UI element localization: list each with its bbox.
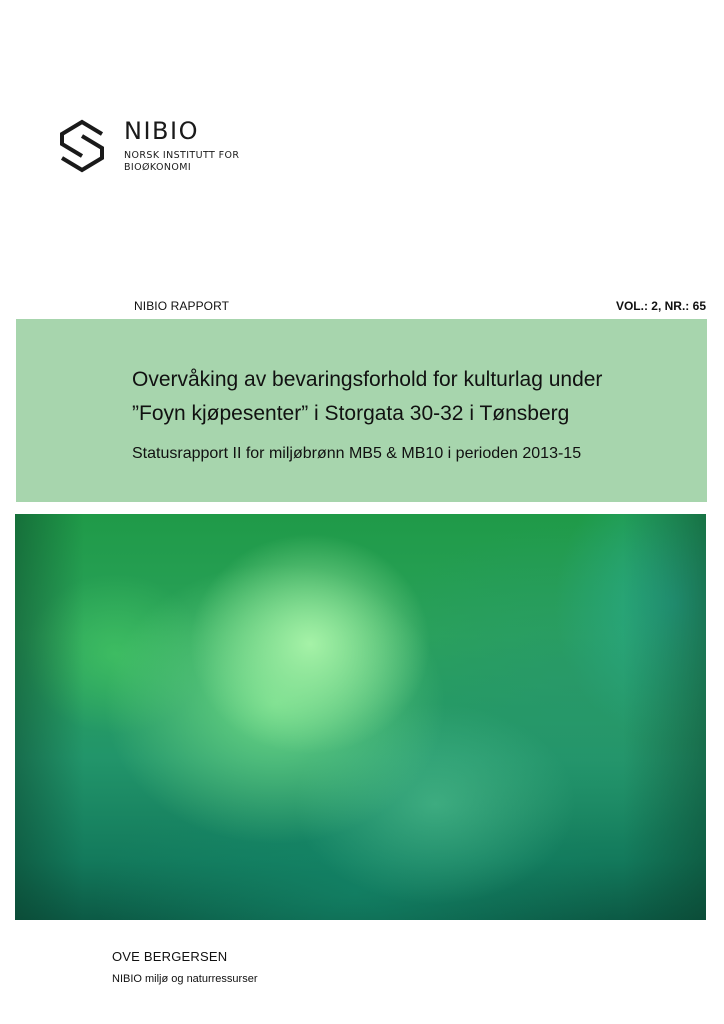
report-subtitle: Statusrapport II for miljøbrønn MB5 & MB10 i perioden 2013-15 xyxy=(132,445,582,462)
report-title xyxy=(132,363,692,431)
report-title-line: ”Foyn kjøpesenter” i Storgata 30-32 i Tønsberg xyxy=(132,402,570,425)
author-affiliation: NIBIO miljø og naturressurser xyxy=(112,973,258,985)
nibio-logo xyxy=(58,118,258,178)
cover-gradient-image xyxy=(15,514,706,920)
logo-wordmark: NIBIO xyxy=(124,117,199,145)
report-series-label: NIBIO RAPPORT xyxy=(134,299,230,313)
volume-number: VOL.: 2, NR.: 65 xyxy=(615,299,706,313)
logo-subtitle xyxy=(124,150,239,174)
nibio-logo-icon xyxy=(58,118,106,174)
report-title-line: Overvåking av bevaringsforhold for kulturlag under xyxy=(132,368,603,391)
logo-subtitle-line: NORSK INSTITUTT FOR xyxy=(124,150,240,161)
title-band xyxy=(16,319,707,502)
logo-subtitle-line: BIOØKONOMI xyxy=(124,162,192,173)
author-name: OVE BERGERSEN xyxy=(112,949,228,964)
